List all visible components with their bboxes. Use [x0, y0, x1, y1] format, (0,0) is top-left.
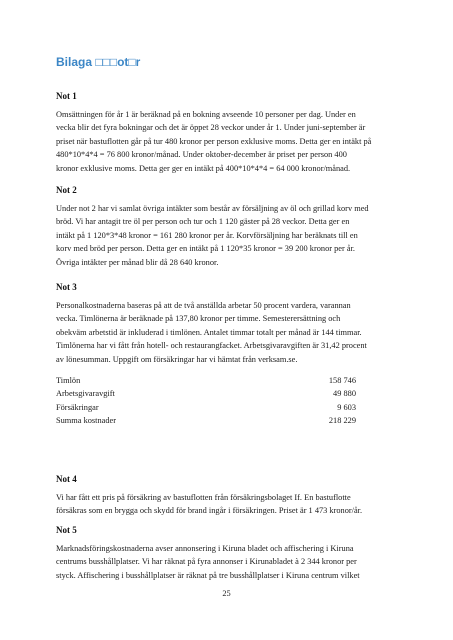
text-line: priset när bastuflotten går på tur 480 kronor per person exklusive moms. Detta ger en intäkt på: [56, 136, 372, 146]
page-heading: Bilaga □□□ot□r: [56, 55, 141, 69]
text-line: Marknadsföringskostnaderna avser annonsering i Kiruna bladet och affischering i Kiruna: [56, 544, 354, 553]
cost-label: Timlön: [56, 376, 81, 385]
text-line: Personalkostnaderna baseras på att de två anställda arbetar 50 procent vardera, varannan: [56, 301, 351, 310]
text-line: centrums busshållplatser. Vi har räknat på fyra annonser i Kirunabladet à 2 344 kronor per: [56, 557, 357, 567]
text-line: bröd. Vi har antagit tre öl per person och tur och 1 120 gäster på 28 veckor. Detta ger en: [56, 217, 350, 227]
table-row: [56, 387, 356, 400]
cost-label: Försäkringar: [56, 402, 99, 412]
text-line: Under not 2 har vi samlat övriga intäkter som består av försäljning av öl och grillad korv med: [56, 204, 369, 213]
text-line: kronor exklusive moms. Detta ger ger en intäkt på 400*10*4*4 = 64 000 kronor/månad.: [56, 163, 351, 173]
table-row: [56, 414, 356, 427]
note-2-title: Not 2: [56, 185, 77, 195]
text-line: obekväm arbetstid är inkluderad i timlönen. Antalet timmar totalt per månad är 144 timmar.: [56, 327, 362, 337]
note-3-text: [56, 299, 398, 366]
table-row: [56, 374, 356, 387]
text-line: korv med bröd per person. Detta ger en intäkt på 1 120*35 kronor = 39 200 kronor per år.: [56, 244, 355, 254]
note-1-title: Not 1: [56, 91, 77, 101]
text-line: intäkt på 1 120*3*48 kronor = 161 280 kronor per år. Korvförsäljning har beräknats till en: [56, 230, 358, 240]
page-number: 25: [222, 589, 231, 598]
note-2-text: [56, 202, 398, 269]
text-line: 480*10*4*4 = 76 800 kronor/månad. Under oktober-december är priset per person 400: [56, 150, 347, 160]
cost-label: Summa kostnader: [56, 415, 117, 425]
cost-value: 9 603: [337, 402, 356, 412]
cost-table: [56, 374, 356, 427]
note-1-text: [56, 108, 398, 175]
text-line: Omsättningen för år 1 är beräknad på en bokning avseende 10 personer per dag. Under en: [56, 110, 356, 119]
text-line: Timlönerna har vi fått från hotell- och restaurangfacket. Arbetsgivaravgiften är 31,42 procent: [56, 341, 367, 351]
text-line: styck. Affischering i busshållplatser är räknat på tre busshållplatser i Kiruna centrum vilket: [56, 570, 360, 580]
text-line: Vi har fått ett pris på försäkring av bastuflotten från försäkringsbolaget If. En bastuflotte: [56, 493, 351, 502]
text-line: av lönesumman. Uppgift om försäkringar har vi hämtat från verksam.se.: [56, 354, 298, 364]
note-5-title: Not 5: [56, 525, 77, 535]
text-line: Övriga intäkter per månad blir då 28 640 kronor.: [56, 257, 219, 267]
cost-label: Arbetsgivaravgift: [56, 389, 115, 399]
note-3-title: Not 3: [56, 282, 77, 292]
text-line: försäkras som en brygga och skydd för brand ingår i försäkringen. Priset är 1 473 kronor/år.: [56, 506, 363, 516]
text-line: vecka. Timlönerna är beräknade på 137,80 kronor per timme. Semesterersättning och: [56, 314, 341, 324]
table-row: [56, 401, 356, 414]
note-4-title: Not 4: [56, 474, 77, 484]
cost-value: 158 746: [328, 376, 356, 385]
text-line: vecka blir det fyra bokningar och det är öppet 28 veckor under år 1. Under juni-september är: [56, 123, 366, 133]
cost-value: 218 229: [328, 415, 356, 425]
note-4-text: [56, 491, 398, 518]
cost-value: 49 880: [333, 389, 356, 399]
note-5-text: [56, 542, 398, 582]
